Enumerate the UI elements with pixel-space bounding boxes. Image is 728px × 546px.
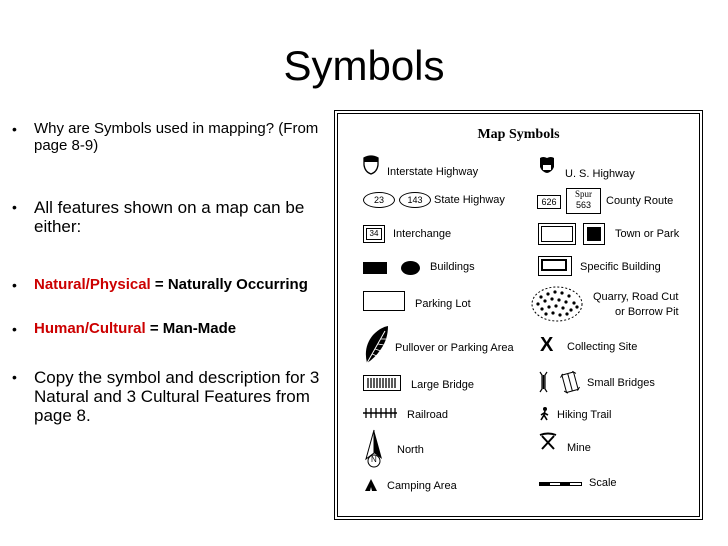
building-round-symbol bbox=[401, 261, 420, 275]
label-hiking-trail: Hiking Trail bbox=[557, 409, 612, 421]
label-county-route: County Route bbox=[606, 195, 674, 207]
label-interstate-highway: Interstate Highway bbox=[387, 166, 479, 178]
label-large-bridge: Large Bridge bbox=[411, 379, 474, 391]
bullet-text: Why are Symbols used in mapping? (From page 8-9) bbox=[34, 120, 319, 154]
label-collecting-site: Collecting Site bbox=[567, 341, 638, 353]
hiking-trail-icon bbox=[539, 407, 551, 421]
bullet-text bbox=[34, 320, 322, 337]
label-specific-building: Specific Building bbox=[580, 261, 661, 273]
label-camping-area: Camping Area bbox=[387, 480, 457, 492]
interchange-34-box bbox=[363, 225, 385, 243]
bullet-dot: • bbox=[12, 277, 17, 293]
bullet-dot: • bbox=[12, 369, 17, 385]
label-scale: Scale bbox=[589, 477, 617, 489]
human-definition: = Man-Made bbox=[145, 320, 237, 337]
label-state-highway: State Highway bbox=[434, 194, 505, 206]
quarry-dotted-icon bbox=[531, 285, 583, 323]
specific-building-symbol bbox=[538, 256, 572, 276]
label-quarry-line1: Quarry, Road Cut bbox=[593, 291, 679, 303]
label-railroad: Railroad bbox=[407, 409, 448, 421]
human-label: Human/Cultural bbox=[34, 320, 146, 337]
interchange-number: 34 bbox=[366, 228, 382, 240]
bullet-text bbox=[34, 276, 322, 293]
spur-number: 563 bbox=[575, 200, 592, 210]
building-square-symbol bbox=[363, 262, 387, 274]
bullet-dot: • bbox=[12, 321, 17, 337]
us-highway-shield-icon bbox=[538, 156, 556, 174]
label-small-bridges: Small Bridges bbox=[587, 377, 655, 389]
slide-title: Symbols bbox=[283, 42, 445, 89]
camping-tent-icon bbox=[365, 479, 377, 491]
bullet-text: Copy the symbol and description for 3 Natural and 3 Cultural Features from page 8. bbox=[34, 368, 320, 425]
town-symbol bbox=[538, 223, 576, 245]
interstate-shield-icon bbox=[363, 155, 379, 175]
label-buildings: Buildings bbox=[430, 261, 475, 273]
bullet-text: All features shown on a map can be either: bbox=[34, 198, 305, 236]
legend-title: Map Symbols bbox=[477, 127, 560, 142]
small-bridges-icon bbox=[538, 369, 584, 395]
label-us-highway: U. S. Highway bbox=[565, 168, 635, 180]
map-symbols-legend bbox=[334, 110, 703, 520]
label-pullover: Pullover or Parking Area bbox=[395, 342, 514, 354]
parking-lot-symbol bbox=[363, 291, 405, 311]
county-route-626-box: 626 bbox=[537, 195, 561, 209]
spur-563-box bbox=[566, 188, 601, 214]
state-highway-143-oval: 143 bbox=[399, 192, 431, 208]
label-parking-lot: Parking Lot bbox=[415, 298, 471, 310]
spur-label: Spur bbox=[574, 189, 592, 199]
pullover-leaf-icon bbox=[361, 325, 391, 365]
north-letter: N bbox=[371, 455, 377, 464]
natural-definition: = Naturally Occurring bbox=[150, 276, 308, 293]
state-highway-23-oval: 23 bbox=[363, 192, 395, 208]
scale-bar-icon bbox=[539, 480, 583, 488]
bullet-dot: • bbox=[12, 121, 17, 137]
label-town-or-park: Town or Park bbox=[615, 228, 680, 240]
bullet-dot: • bbox=[12, 199, 17, 215]
park-symbol bbox=[583, 223, 605, 245]
label-mine: Mine bbox=[567, 442, 591, 454]
label-quarry-line2: or Borrow Pit bbox=[615, 306, 679, 318]
label-interchange: Interchange bbox=[393, 228, 452, 240]
mine-pickaxe-icon bbox=[538, 433, 558, 451]
natural-label: Natural/Physical bbox=[34, 276, 151, 293]
label-north: North bbox=[397, 444, 424, 456]
railroad-icon bbox=[363, 407, 397, 419]
large-bridge-icon bbox=[363, 375, 401, 391]
collecting-site-x-icon: X bbox=[540, 334, 554, 356]
